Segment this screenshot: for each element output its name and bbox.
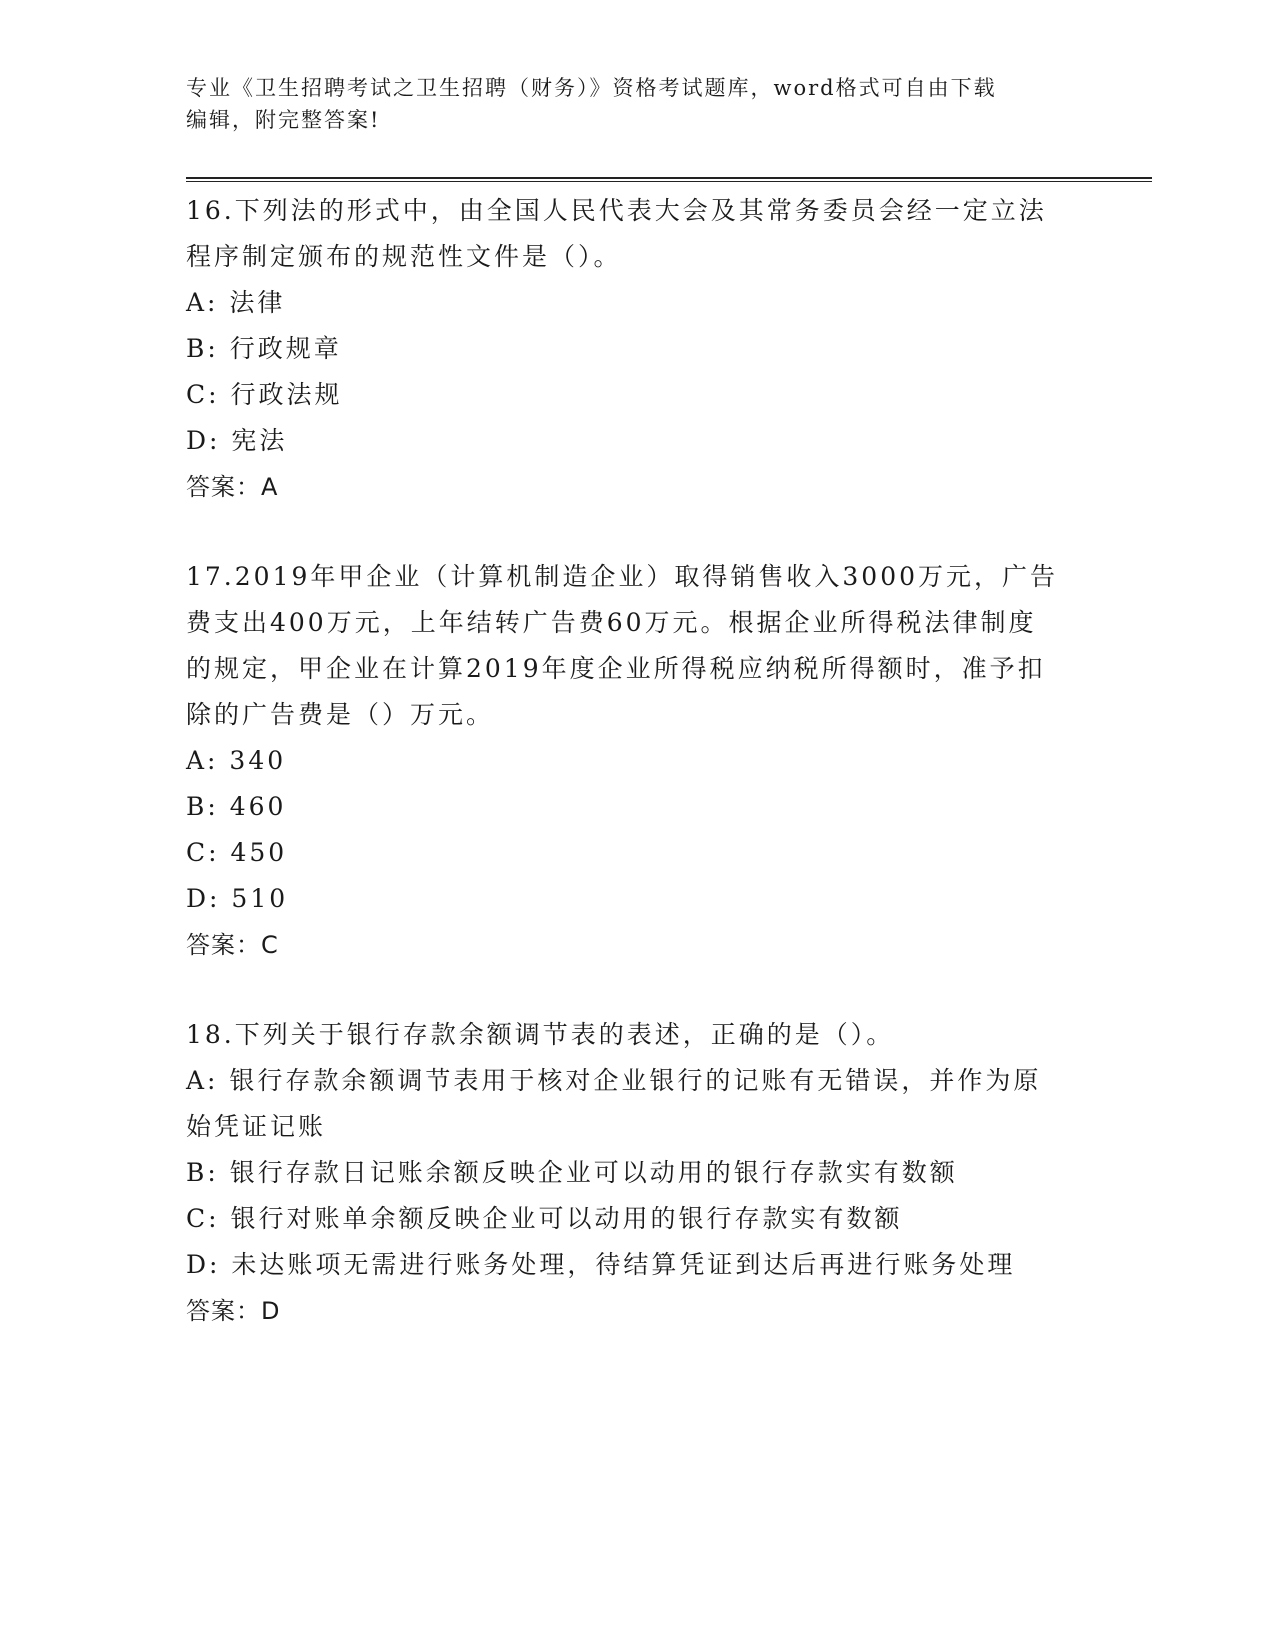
- header-divider-thin: [186, 181, 1152, 182]
- question-stem-line: 除的广告费是（）万元。: [186, 700, 495, 729]
- question-list: [186, 188, 1076, 1334]
- question-18: [186, 1012, 1076, 1334]
- option-c: C: 行政法规: [186, 380, 343, 409]
- document-header: [186, 72, 1066, 136]
- option-a-continued: 始凭证记账: [186, 1112, 327, 1141]
- option-a: A: 银行存款余额调节表用于核对企业银行的记账有无错误，并作为原: [186, 1066, 1042, 1095]
- option-b: B: 银行存款日记账余额反映企业可以动用的银行存款实有数额: [186, 1158, 958, 1187]
- question-stem-line: 18.下列关于银行存款余额调节表的表述，正确的是（）。: [186, 1020, 895, 1049]
- answer-line: 答案：C: [186, 931, 279, 959]
- option-c: C: 450: [186, 838, 288, 867]
- question-stem-line: 程序制定颁布的规范性文件是（）。: [186, 242, 622, 271]
- option-a: A: 340: [186, 746, 287, 775]
- header-divider-thick: [186, 177, 1152, 179]
- option-d: D: 宪法: [186, 426, 288, 455]
- option-c: C: 银行对账单余额反映企业可以动用的银行存款实有数额: [186, 1204, 903, 1233]
- option-d: D: 未达账项无需进行账务处理，待结算凭证到达后再进行账务处理: [186, 1250, 1016, 1279]
- question-stem-line: 17.2019年甲企业（计算机制造企业）取得销售收入3000万元，广告: [186, 562, 1059, 591]
- question-17: [186, 554, 1076, 968]
- question-spacer: [186, 968, 1076, 1012]
- answer-line: 答案：D: [186, 1297, 281, 1325]
- header-line-2: 编辑，附完整答案!: [186, 108, 381, 132]
- header-line-1: 专业《卫生招聘考试之卫生招聘（财务）》资格考试题库，word格式可自由下载: [186, 76, 997, 100]
- option-b: B: 460: [186, 792, 287, 821]
- option-d: D: 510: [186, 884, 289, 913]
- option-a: A: 法律: [186, 288, 286, 317]
- question-spacer: [186, 510, 1076, 554]
- question-stem-line: 费支出400万元，上年结转广告费60万元。根据企业所得税法律制度: [186, 608, 1037, 637]
- question-stem-line: 的规定，甲企业在计算2019年度企业所得税应纳税所得额时，准予扣: [186, 654, 1046, 683]
- option-b: B: 行政规章: [186, 334, 342, 363]
- answer-line: 答案：A: [186, 473, 279, 501]
- question-stem-line: 16.下列法的形式中，由全国人民代表大会及其常务委员会经一定立法: [186, 196, 1047, 225]
- question-16: [186, 188, 1076, 510]
